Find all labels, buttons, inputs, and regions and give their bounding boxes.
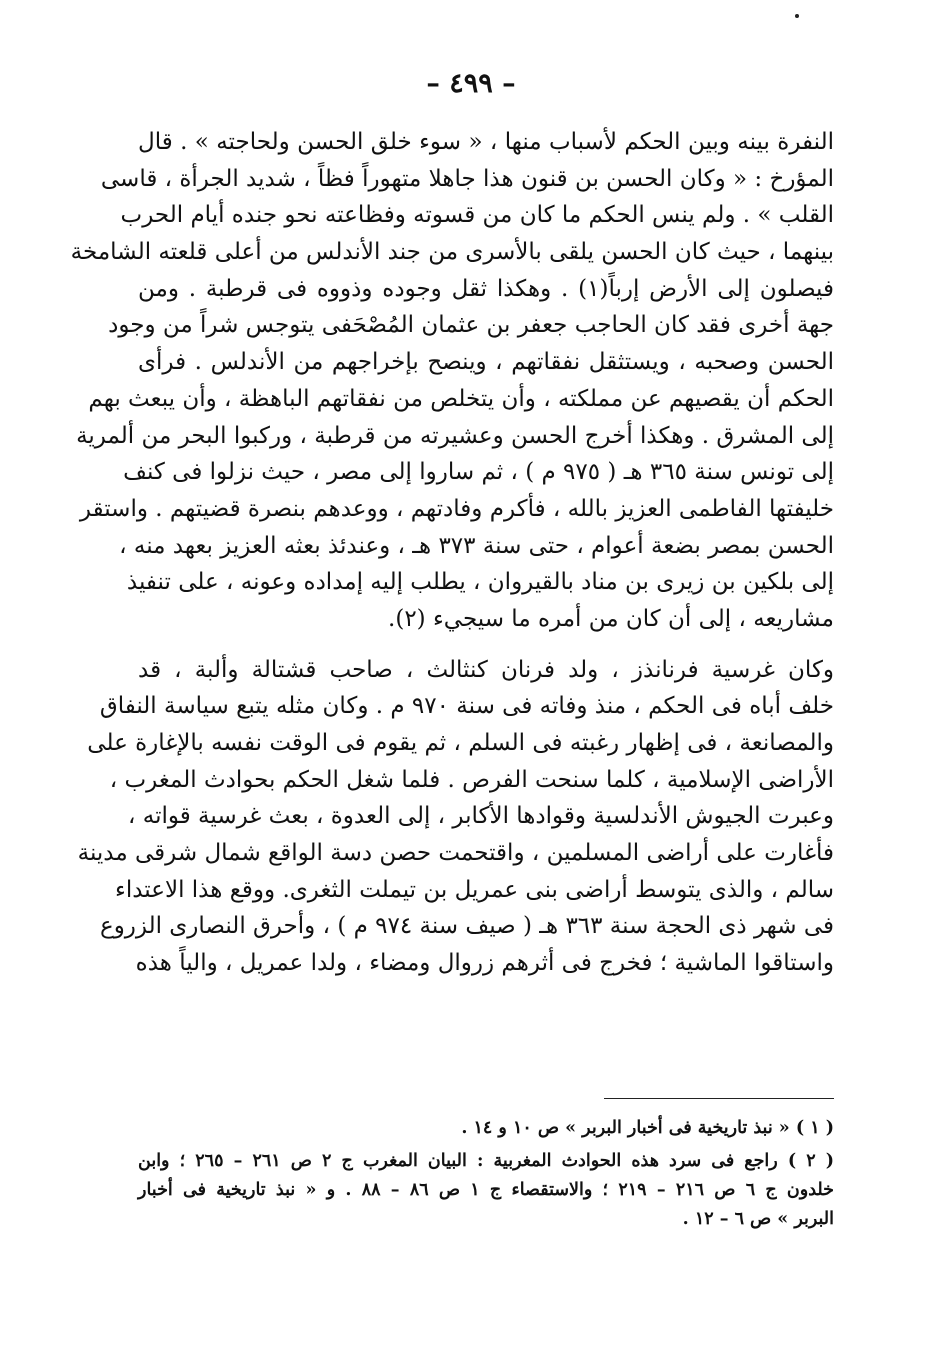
footnote-1: [138, 1114, 834, 1143]
text-line: سالم ، والذى يتوسط أراضى بنى عمريل بن تيملت الثغرى. ووقع هذا الاعتداء: [115, 876, 834, 903]
text-line: جهة أخرى فقد كان الحاجب جعفر بن عثمان المُصْحَفى يتوجس شراً من وجود: [108, 312, 834, 339]
text-line: بينهما ، حيث كان الحسن يلقى بالأسرى من جند الأندلس من أعلى قلعته الشامخة: [70, 239, 834, 266]
footnote-line: ( ١ ) « نبذ تاريخية فى أخبار البربر » ص ١٠ و ١٤ .: [461, 1118, 834, 1138]
text-line: مشاريعه ، إلى أن كان من أمره ما سيجيء (٢).: [388, 605, 834, 632]
text-line: والمصانعة ، فى إظهار رغبته فى السلم ، ثم يقوم فى الوقت نفسه بالإغارة على: [87, 730, 834, 756]
text-line: القلب » . ولم ينس الحكم ما كان من قسوته وفظاعته نحو جنده أيام الحرب: [120, 202, 834, 229]
text-line: واستاقوا الماشية ؛ فخرج فى أثرهم زروال ومضاء ، ولدا عمريل ، والياً هذه: [135, 950, 834, 977]
text-line: الحسن وصحبه ، ويستثقل نفقاتهم ، وينصح بإخراجهم من الأندلس . فرأى: [138, 349, 834, 376]
text-line: خليفتها الفاطمى العزيز بالله ، فأكرم وفادتهم ، ووعدهم بنصرة قضيتهم . واستقر: [79, 495, 834, 522]
page-number: – ٤٩٩ –: [426, 68, 516, 99]
paragraph-1: [70, 124, 834, 638]
text-line: فأغارت على أراضى المسلمين ، واقتحمت حصن دسة الواقع شمال شرقى مدينة: [77, 840, 834, 867]
ink-speck: [795, 14, 799, 18]
footnote-line: ( ٢ ) راجع فى سرد هذه الحوادث المغربية : البيان المغرب ج ٢ ص ٢٦١ – ٢٦٥ ؛ وابن: [138, 1151, 835, 1171]
text-line: فى شهر ذى الحجة سنة ٣٦٣ هـ ( صيف سنة ٩٧٤ م ) ، وأحرق النصارى الزروع: [99, 913, 834, 940]
footnotes: [138, 1114, 834, 1234]
footnote-divider: [604, 1098, 834, 1099]
text-line: وعبرت الجيوش الأندلسية وقوادها الأكابر ، إلى العدوة ، بعث غرسية قواته ،: [128, 803, 834, 830]
text-line: إلى المشرق . وهكذا أخرج الحسن وعشيرته من قرطبة ، وركبوا البحر من ألمرية: [76, 422, 834, 449]
main-text: [70, 124, 834, 982]
paragraph-2: [77, 652, 834, 982]
paragraph-gap: [138, 638, 834, 652]
text-line: فيصلون إلى الأرض إرباً(١) . وهكذا ثقل وجوده وذووه فى قرطبة . ومن: [138, 275, 834, 302]
text-line: الأراضى الإسلامية ، كلما سنحت الفرص . فلما شغل الحكم بحوادث المغرب ،: [109, 766, 834, 793]
text-line: الحسن بمصر بضعة أعوام ، حتى سنة ٣٧٣ هـ ، وعندئذ بعثه العزيز بعهد منه ،: [119, 532, 834, 559]
footnote-line: البربر » ص ٦ – ١٢ .: [682, 1209, 834, 1229]
text-line: الحكم أن يقصيهم عن مملكته ، وأن يتخلص من نفقاتهم الباهظة ، وأن يبعث بهم: [88, 385, 834, 412]
text-line: المؤرخ : « وكان الحسن بن قنون هذا جاهلا متهوراً فظاً ، شديد الجرأة ، قاسى: [100, 165, 834, 192]
text-line: النفرة بينه وبين الحكم لأسباب منها ، « سوء خلق الحسن ولحاجته » . قال: [138, 129, 834, 155]
footnote-line: خلدون ج ٦ ص ٢١٦ – ٢١٩ ؛ والاستقصاء ج ١ ص ٨٦ – ٨٨ . و « نبذ تاريخية فى أخبار: [138, 1180, 834, 1200]
footnote-2: [138, 1147, 834, 1234]
text-line: إلى تونس سنة ٣٦٥ هـ ( ٩٧٥ م ) ، ثم ساروا إلى مصر ، حيث نزلوا فى كنف: [123, 459, 834, 486]
text-line: خلف أباه فى الحكم ، منذ وفاته فى سنة ٩٧٠ م . وكان مثله يتبع سياسة النفاق: [99, 693, 834, 720]
text-line: وكان غرسية فرنانذز ، ولد فرنان كنثالث ، صاحب قشتالة وألبة ، قد: [138, 656, 834, 683]
text-line: إلى بلكين بن زيرى بن مناد بالقيروان ، يطلب إليه إمداده وعونه ، على تنفيذ: [126, 569, 834, 596]
